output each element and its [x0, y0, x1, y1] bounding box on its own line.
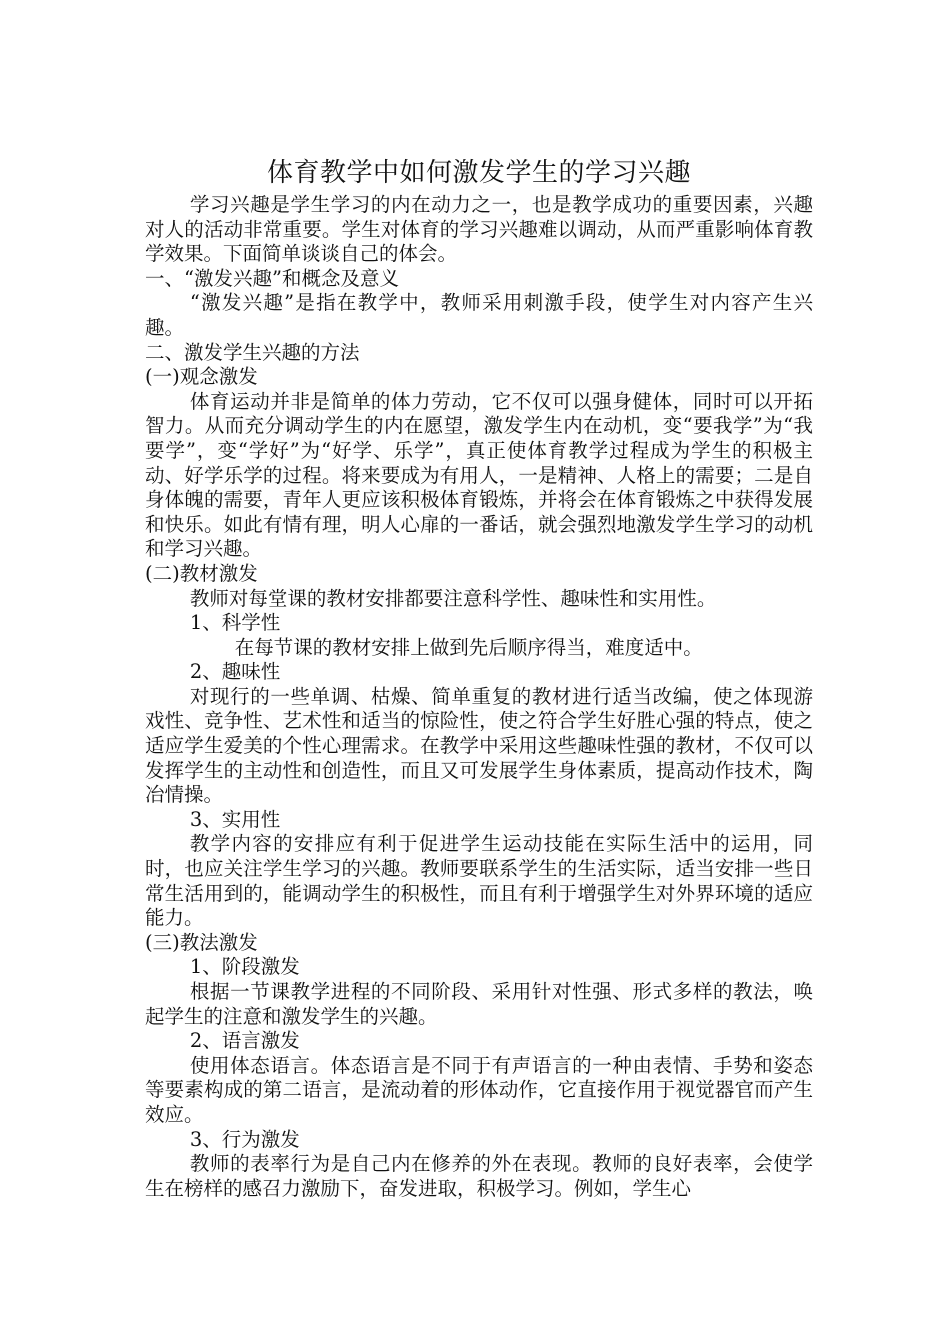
- subsection-c-heading: (三)教法激发: [145, 930, 258, 954]
- item-c3-heading: 3、行为激发: [189, 1127, 300, 1151]
- item-b3-body: 教学内容的安排应有利于促进学生运动技能在实际生活中的运用，同时，也应关注学生学习的兴趣。教师要联系学生的生活实际，适当安排一些日常生活用到的，能调动学生的积极性，而且有利于增强学生对外界环境的适应能力。: [145, 832, 813, 930]
- section-2-heading: 二、激发学生兴趣的方法: [145, 340, 360, 364]
- item-b3-heading: 3、实用性: [189, 807, 281, 831]
- subsection-a-heading: (一)观念激发: [145, 365, 258, 389]
- subsection-b-body: 教师对每堂课的教材安排都要注意科学性、趣味性和实用性。: [189, 586, 717, 610]
- section-1-heading: 一、“激发兴趣”和概念及意义: [145, 266, 399, 290]
- item-c2-heading: 2、语言激发: [189, 1029, 300, 1053]
- item-b1-heading: 1、科学性: [189, 611, 281, 635]
- item-b2-body: 对现行的一些单调、枯燥、简单重复的教材进行适当改编，使之体现游戏性、竞争性、艺术性和适当的惊险性，使之符合学生好胜心强的特点，使之适应学生爱美的个性心理需求。在教学中采用这些趣味性强的教材，不仅可以发挥学生的主动性和创造性，而且又可发展学生身体素质，提高动作技术，陶冶情操。: [145, 684, 813, 807]
- item-b2-heading: 2、趣味性: [189, 660, 281, 684]
- subsection-a-body: 体育运动并非是简单的体力劳动，它不仅可以强身健体，同时可以开拓智力。从而充分调动学生的内在愿望，激发学生内在动机，变“要我学”为“我要学”，变“学好”为“好学、乐学”，真正使体育教学过程成为学生的积极主动、好学乐学的过程。将来要成为有用人，一是精神、人格上的需要；二是自身体魄的需要，青年人更应该积极体育锻炼，并将会在体育锻炼之中获得发展和快乐。如此有情有理，明人心扉的一番话，就会强烈地激发学生学习的动机和学习兴趣。: [145, 389, 813, 561]
- item-c2-body: 使用体态语言。体态语言是不同于有声语言的一种由表情、手势和姿态等要素构成的第二语言，是流动着的形体动作，它直接作用于视觉器官而产生效应。: [145, 1053, 813, 1126]
- subsection-b-heading: (二)教材激发: [145, 561, 258, 585]
- document-title: 体育教学中如何激发学生的学习兴趣: [266, 158, 691, 188]
- section-1-body: “激发兴趣”是指在教学中，教师采用刺激手段，使学生对内容产生兴趣。: [145, 291, 813, 339]
- document-page: [145, 155, 813, 1201]
- item-c3-body: 教师的表率行为是自己内在修养的外在表现。教师的良好表率，会使学生在榜样的感召力激励下，奋发进取，积极学习。例如，学生心: [145, 1152, 813, 1200]
- intro-paragraph: 学习兴趣是学生学习的内在动力之一，也是教学成功的重要因素，兴趣对人的活动非常重要。学生对体育的学习兴趣难以调动，从而严重影响体育教学效果。下面简单谈谈自己的体会。: [145, 193, 813, 266]
- item-c1-body: 根据一节课教学进程的不同阶段、采用针对性强、形式多样的教法，唤起学生的注意和激发学生的兴趣。: [145, 980, 813, 1028]
- item-b1-body: 在每节课的教材安排上做到先后顺序得当，难度适中。: [234, 635, 703, 659]
- item-c1-heading: 1、阶段激发: [189, 955, 300, 979]
